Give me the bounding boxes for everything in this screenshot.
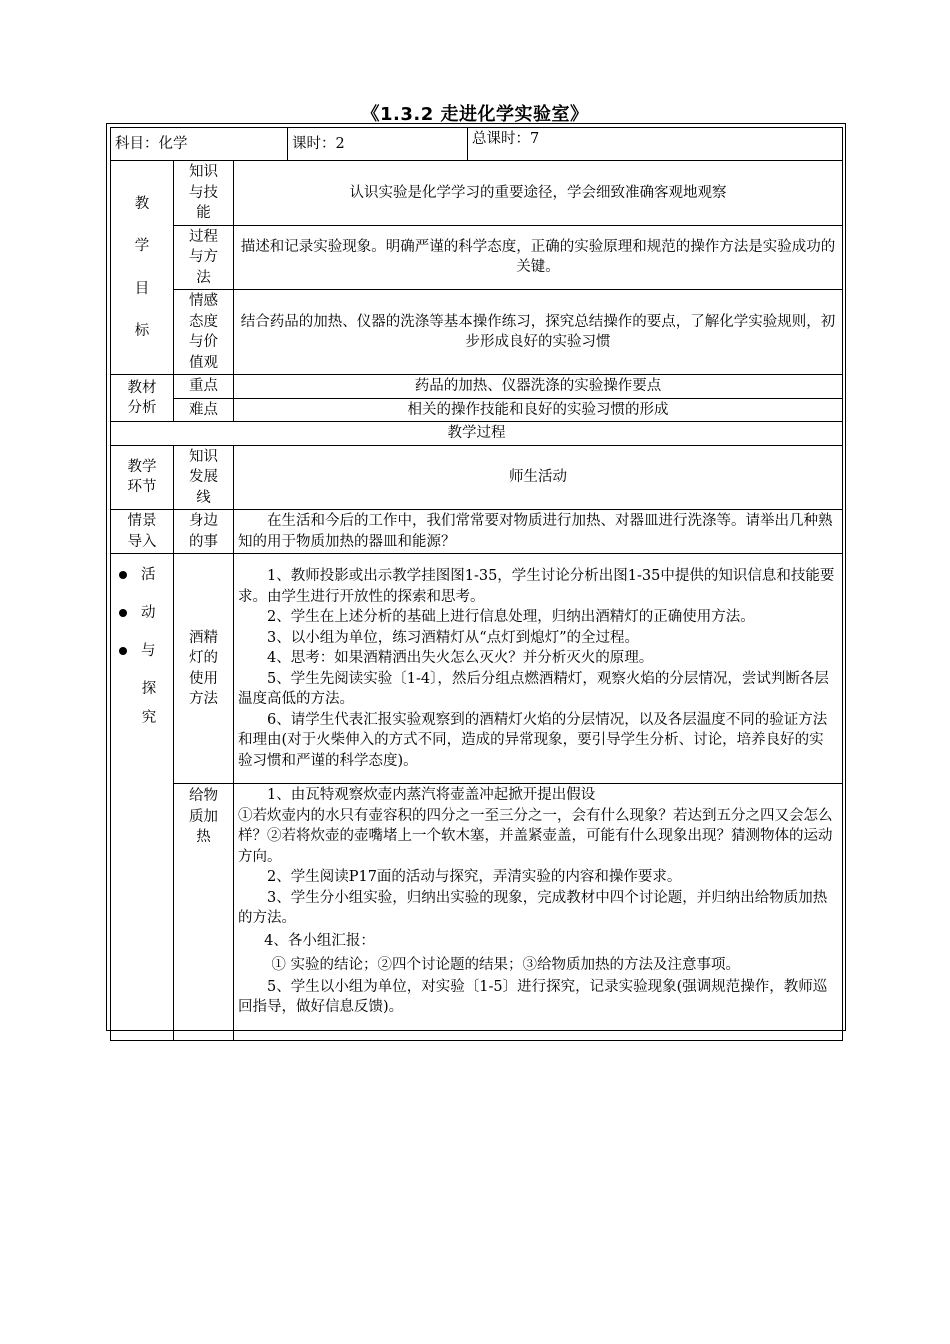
objective-content: 认识实验是化学学习的重要途径，学会细致准确客观地观察 bbox=[234, 161, 843, 226]
objective-row bbox=[111, 161, 843, 226]
intro-text: 在生活和今后的工作中，我们常常要对物质进行加热、对器皿进行洗涤等。请举出几种熟知的用于物质加热的器皿和能源？ bbox=[234, 510, 843, 554]
activity-header: 师生活动 bbox=[234, 445, 843, 510]
heating-step: 2、学生阅读P17面的活动与探究，弄清实验的内容和操作要求。 bbox=[267, 869, 682, 885]
objective-category: 过程 与方 法 bbox=[174, 225, 234, 290]
objective-row bbox=[111, 225, 843, 290]
page-title: 《1.3.2 走进化学实验室》 bbox=[361, 104, 589, 125]
objective-content: 结合药品的加热、仪器的洗涤等基本操作练习，探究总结操作的要点，了解化学实验规则，初步形成良好的实验习惯 bbox=[234, 290, 843, 375]
bullet-icon bbox=[119, 609, 127, 617]
lamp-step: 1、教师投影或出示教学挂图图1-35，学生讨论分析出图1-35中提供的知识信息和技能要求。由学生进行开放性的探索和思考。 bbox=[238, 568, 835, 605]
analysis-value: 相关的操作技能和良好的实验习惯的形成 bbox=[234, 398, 843, 422]
stage-header: 教学 环节 bbox=[111, 445, 174, 510]
heating-activities bbox=[234, 784, 843, 1041]
objectives-label: 教 学 目 标 bbox=[111, 161, 174, 375]
heating-step: 3、学生分小组实验，归纳出实验的现象，完成教材中四个讨论题，并归纳出给物质加热的方法。 bbox=[238, 889, 828, 926]
lamp-row bbox=[111, 554, 843, 784]
heating-step: 1、由瓦特观察炊壶内蒸汽将壶盖冲起掀开提出假设 bbox=[267, 787, 596, 803]
intro-row bbox=[111, 510, 843, 554]
lamp-step: 3、以小组为单位，练习酒精灯从“点灯到熄灯”的全过程。 bbox=[267, 629, 640, 646]
objective-category: 情感 态度 与价 值观 bbox=[174, 290, 234, 375]
bullet-icon bbox=[119, 647, 127, 655]
lamp-activities bbox=[234, 554, 843, 784]
lamp-step: 5、学生先阅读实验〔1-4〕，然后分组点燃酒精灯，观察火焰的分层情况，尝试判断各层温度高低的方法。 bbox=[238, 670, 829, 707]
analysis-label: 教材 分析 bbox=[111, 375, 174, 422]
process-heading-row bbox=[111, 422, 843, 446]
heating-step: ① 实验的结论；②四个讨论题的结果；③给物质加热的方法及注意事项。 bbox=[271, 956, 740, 973]
heating-line: 给物 质加 热 bbox=[174, 784, 234, 1041]
lamp-step: 4、思考：如果酒精洒出失火怎么灭火？并分析灭火的原理。 bbox=[267, 650, 654, 666]
analysis-value: 药品的加热、仪器洗涤的实验操作要点 bbox=[234, 375, 843, 399]
lamp-step: 2、学生在上述分析的基础上进行信息处理，归纳出酒精灯的正确使用方法。 bbox=[267, 609, 755, 625]
heating-step: ①若炊壶内的水只有壶容积的四分之一至三分之一，会有什么现象？若达到五分之四又会怎么样？②若将炊壶的壶嘴堵上一个软木塞，并盖紧壶盖，可能有什么现象出现？猜测物体的运动方向。 bbox=[238, 807, 833, 865]
lamp-step: 6、请学生代表汇报实验观察到的酒精灯火焰的分层情况，以及各层温度不同的验证方法和理由(对于火柴伸入的方式不同，造成的异常现象，要引导学生分析、讨论，培养良好的实验习惯和严谨的科学态度)。 bbox=[238, 711, 828, 769]
header-row bbox=[111, 128, 843, 161]
objective-row bbox=[111, 290, 843, 375]
analysis-key: 难点 bbox=[174, 398, 234, 422]
heating-step: 4、各小组汇报： bbox=[264, 932, 375, 949]
activity-label: 活 动 与 探 究 bbox=[111, 554, 174, 1041]
process-heading: 教学过程 bbox=[111, 422, 843, 446]
intro-stage: 情景 导入 bbox=[111, 510, 174, 554]
knowledge-line-header: 知识 发展 线 bbox=[174, 445, 234, 510]
heating-row bbox=[111, 784, 843, 1041]
bullet-icon bbox=[119, 571, 127, 579]
objective-content: 描述和记录实验现象。明确严谨的科学态度，正确的实验原理和规范的操作方法是实验成功的关键。 bbox=[234, 225, 843, 290]
lamp-line: 酒精 灯的 使用 方法 bbox=[174, 554, 234, 784]
intro-line: 身边 的事 bbox=[174, 510, 234, 554]
lesson-plan-table bbox=[110, 127, 843, 1041]
heating-step: 5、学生以小组为单位，对实验〔1-5〕进行探究，记录实验现象(强调规范操作，教师巡回指导，做好信息反馈)。 bbox=[238, 978, 828, 1015]
process-header-row bbox=[111, 445, 843, 510]
hours-cell: 课时：2 bbox=[288, 128, 468, 161]
total-hours-cell: 总课时：7 bbox=[468, 128, 843, 161]
subject-cell: 科目：化学 bbox=[111, 128, 288, 161]
analysis-key: 重点 bbox=[174, 375, 234, 399]
analysis-row bbox=[111, 375, 843, 399]
analysis-row bbox=[111, 398, 843, 422]
objective-category: 知识 与技 能 bbox=[174, 161, 234, 226]
